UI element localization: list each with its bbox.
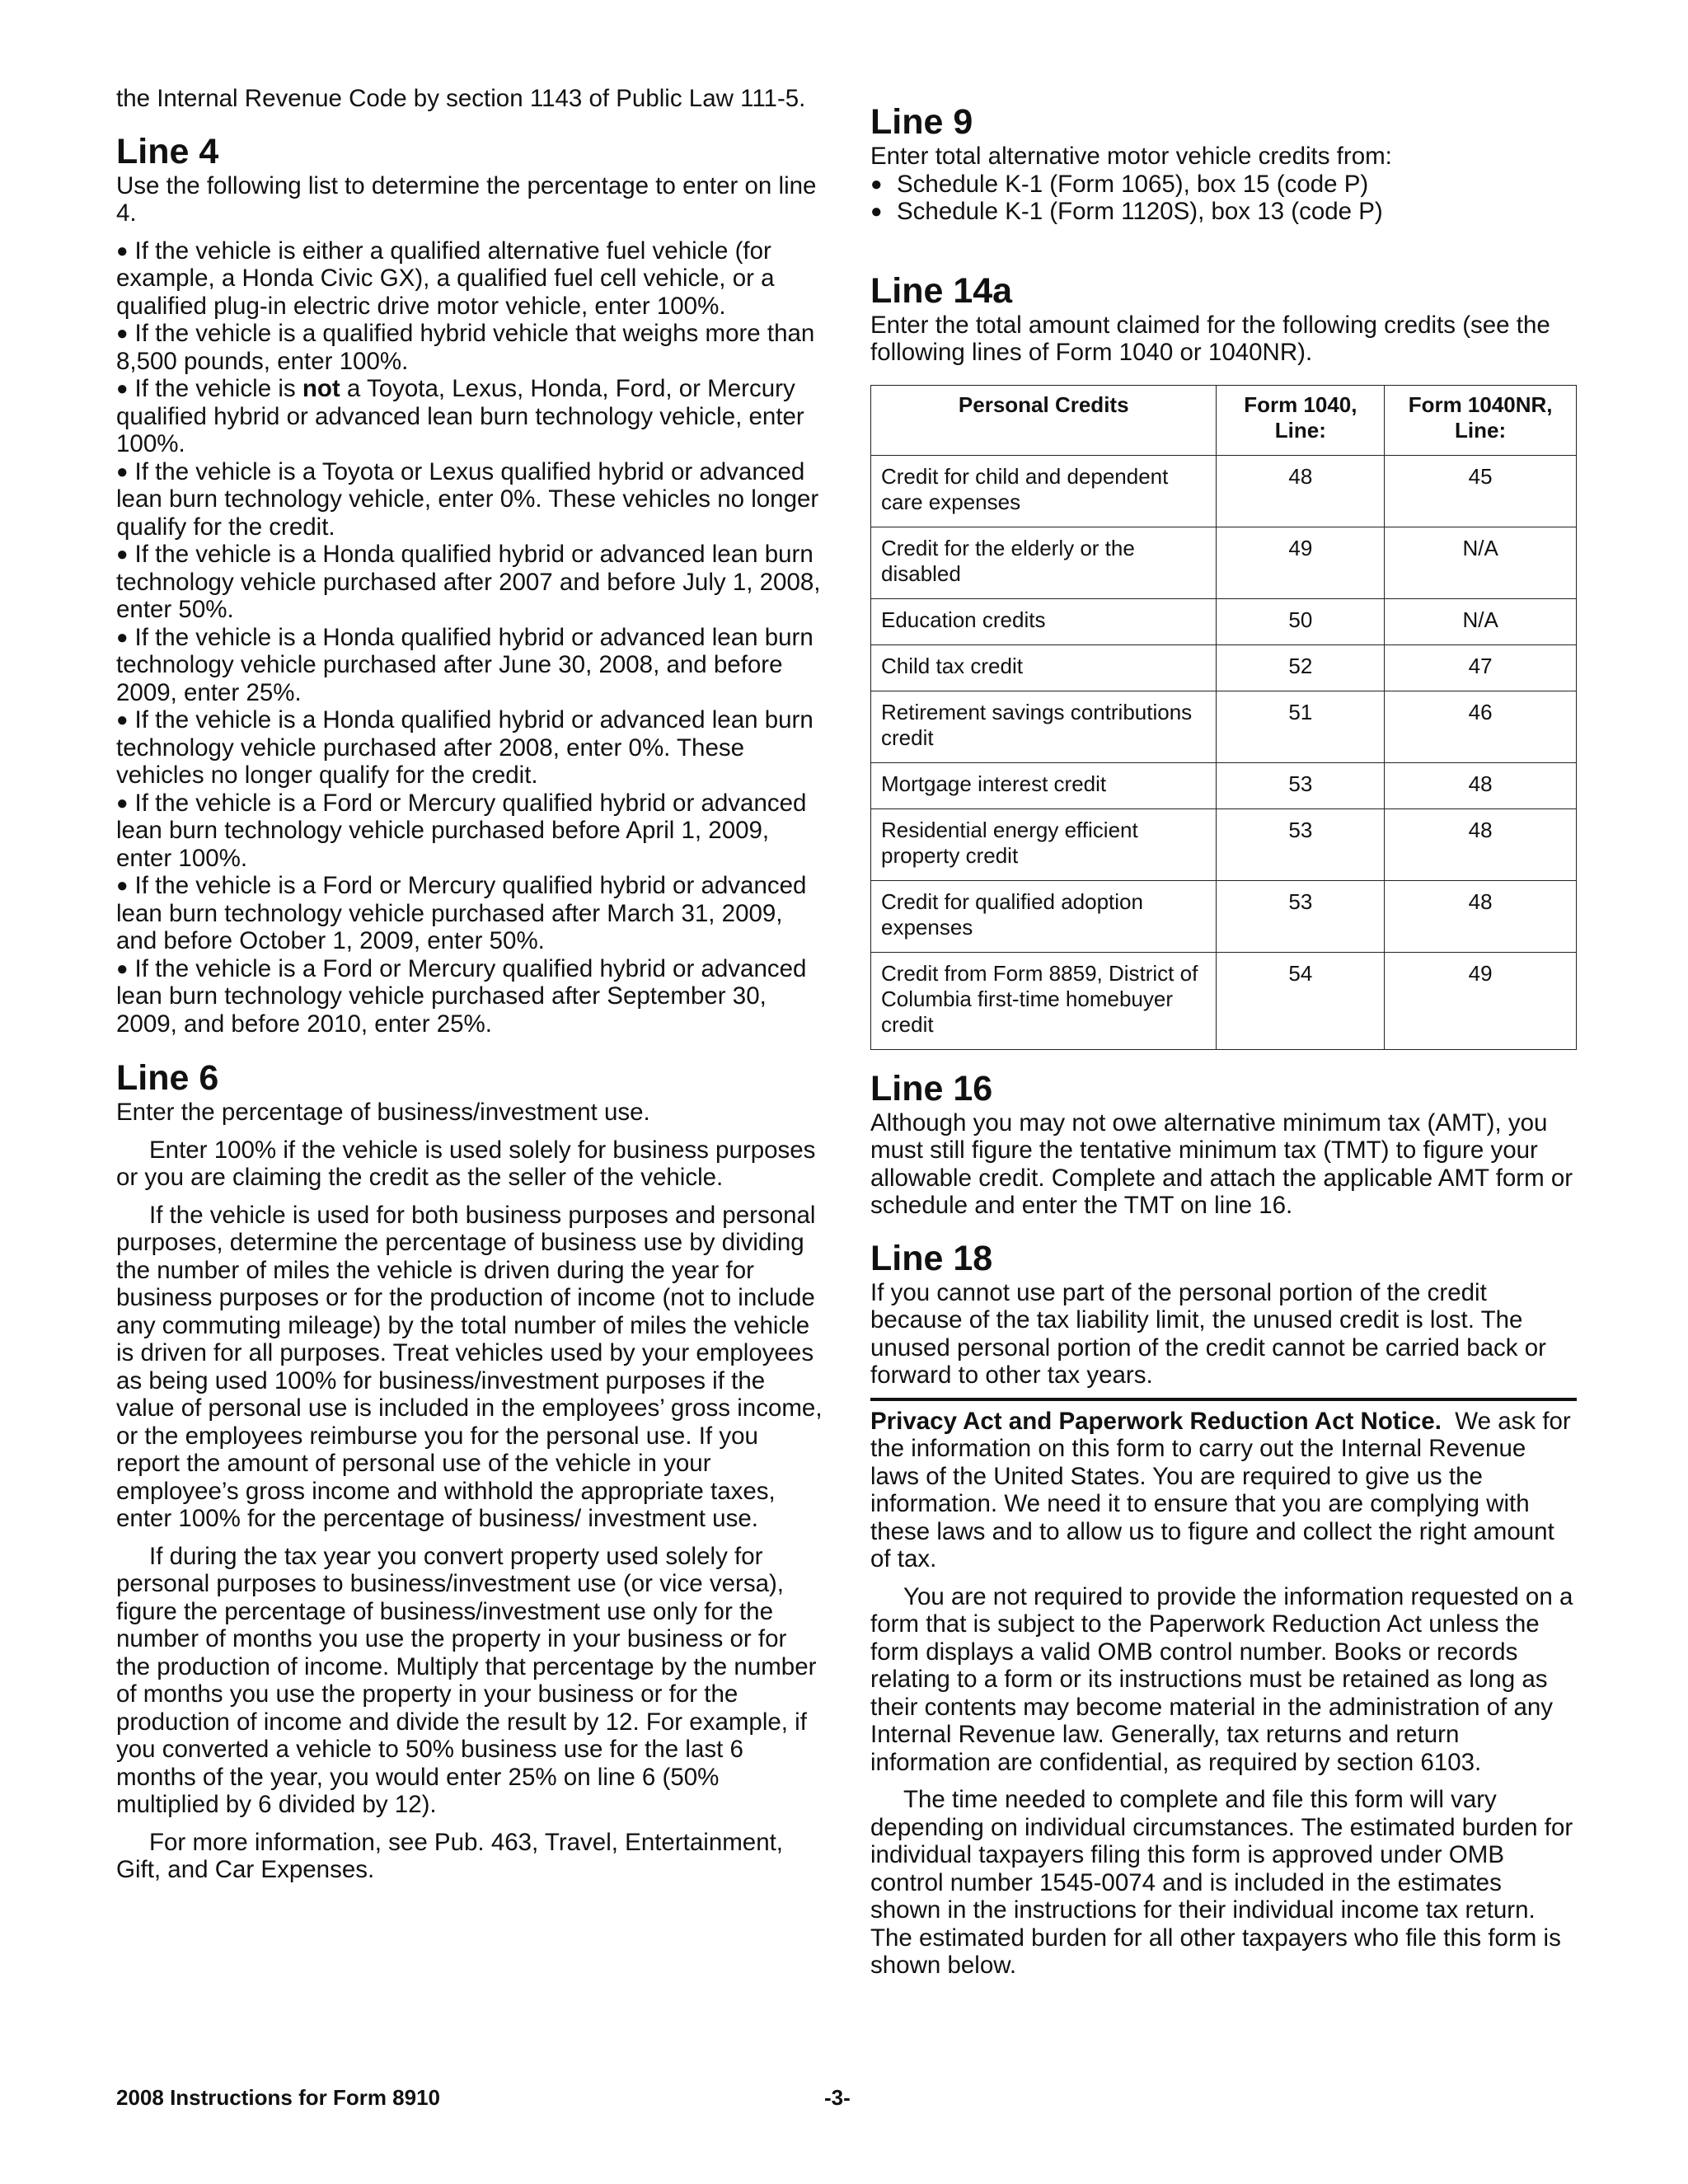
table-row [871,644,1577,691]
table-row [871,808,1577,880]
line9-heading: Line 9 [870,102,973,142]
bullet-icon: ● [116,874,129,897]
credit-name-cell: Retirement savings contributions credit [871,691,1217,762]
line18-text: If you cannot use part of the personal portion of the credit because of the tax liability limit, the unused credit is lost. The unused personal portion of the credit cannot be carried back or forward to other tax years. [870,1278,1546,1389]
bullet-icon: ● [116,957,129,980]
section-divider [870,1398,1577,1401]
line4-intro: Use the following list to determine the percentage to enter on line 4. [116,171,817,227]
list-item: ● Schedule K-1 (Form 1065), box 15 (code P) [870,170,1369,198]
form1040-line-cell: 48 [1217,455,1385,527]
form1040nr-line-cell: 45 [1385,455,1577,527]
line9-list [870,171,1577,226]
credit-name-cell: Credit for qualified adoption expenses [871,880,1217,952]
personal-credits-table [870,385,1577,1050]
list-item: ● If the vehicle is a Ford or Mercury qualified hybrid or advanced lean burn technology vehicle purchased after March 31, 2009, and before October 1, 2009, enter 50%. [116,872,807,954]
right-column [870,101,1577,1980]
left-column [116,85,823,1884]
table-header-row [871,385,1577,455]
line14a-heading: Line 14a [870,270,1013,311]
form1040-line-cell: 53 [1217,880,1385,952]
line4-list [116,237,823,1038]
form1040nr-line-cell: 46 [1385,691,1577,762]
form1040nr-line-cell: 47 [1385,644,1577,691]
bullet-icon: ● [116,377,129,400]
form1040nr-line-cell: N/A [1385,527,1577,598]
form1040-line-cell: 52 [1217,644,1385,691]
credit-name-cell: Credit from Form 8859, District of Columbia first-time homebuyer credit [871,952,1217,1049]
line18-heading: Line 18 [870,1238,993,1278]
credit-name-cell: Credit for the elderly or the disabled [871,527,1217,598]
bullet-icon: ● [116,791,129,814]
line4-heading: Line 4 [116,131,219,171]
credit-name-cell: Education credits [871,598,1217,644]
table-row [871,527,1577,598]
table-row [871,952,1577,1049]
list-item: ● If the vehicle is a Toyota or Lexus qualified hybrid or advanced lean burn technology vehicle, enter 0%. These vehicles no longer qualify for the credit. [116,457,819,541]
bullet-icon: ● [870,172,883,195]
list-item: ● If the vehicle is a Ford or Mercury qualified hybrid or advanced lean burn technology vehicle purchased before April 1, 2009, enter 100%. [116,789,807,872]
form1040nr-line-cell: 48 [1385,762,1577,808]
list-item: ● If the vehicle is a Honda qualified hybrid or advanced lean burn technology vehicle purchased after 2007 and before July 1, 2008, enter 50%. [116,541,821,623]
column-header: Form 1040NR, Line: [1385,385,1577,455]
table-row [871,691,1577,762]
line6-paragraph: For more information, see Pub. 463, Travel, Entertainment, Gift, and Car Expenses. [116,1828,784,1883]
line6-heading: Line 6 [116,1058,219,1098]
list-item: ● If the vehicle is either a qualified alternative fuel vehicle (for example, a Honda Civic GX), a qualified fuel cell vehicle, or a qualified plug-in electric drive motor vehicle, enter 100%. [116,237,775,320]
privacy-notice: Privacy Act and Paperwork Reduction Act Notice. We ask for the information on this form to carry out the Internal Revenue laws of the United States. You are required to give us the information. We need it to ensure that you are complying with these laws and to allow us to figure and collect the right amount of tax. [870,1407,1571,1572]
list-item: ● If the vehicle is not a Toyota, Lexus, Honda, Ford, or Mercury qualified hybrid or advanced lean burn technology vehicle, enter 100%. [116,375,804,457]
privacy-paragraph: You are not required to provide the information requested on a form that is subject to the Paperwork Reduction Act unless the form displays a valid OMB control number. Books or records relating to a form or its instructions must be retained as long as their contents may become material in the administration of any Internal Revenue law. Generally, tax returns and return information are confidential, as required by section 6103. [870,1582,1573,1776]
credit-name-cell: Child tax credit [871,644,1217,691]
form1040nr-line-cell: 48 [1385,808,1577,880]
table-row [871,880,1577,952]
line6-paragraph: Enter the percentage of business/investment use. [116,1099,650,1126]
table-row [871,762,1577,808]
list-item: ● If the vehicle is a Honda qualified hybrid or advanced lean burn technology vehicle purchased after 2008, enter 0%. These vehicles no longer qualify for the credit. [116,706,814,789]
table-body [871,455,1577,1049]
privacy-paragraph: The time needed to complete and file this form will vary depending on individual circumstances. The estimated burden for individual taxpayers filing this form is approved under OMB control number 1545-0074 and is included in the estimates shown in the instructions for their individual income tax return. The estimated burden for all other taxpayers who file this form is shown below. [870,1786,1573,1979]
list-item: ● If the vehicle is a Honda qualified hybrid or advanced lean burn technology vehicle purchased after June 30, 2008, and before 2009, enter 25%. [116,623,814,706]
list-item: ● If the vehicle is a Ford or Mercury qualified hybrid or advanced lean burn technology vehicle purchased after September 30, 2009, and before 2010, enter 25%. [116,954,807,1038]
line6-paragraph: If the vehicle is used for both business purposes and personal purposes, determine the percentage of business use by dividing the number of miles the vehicle is driven during the year for business purposes or for the production of income (not to include any commuting mileage) by the total number of miles the vehicle is driven for all purposes. Treat vehicles used by your employees as being used 100% for business/investment purposes if the value of personal use is included in the employees’ gross income, or the employees reimburse you for the personal use. If you report the amount of personal use of the vehicle in your employee’s gross income and withhold the appropriate taxes, enter 100% for the percentage of business/ investment use. [116,1201,823,1532]
bullet-icon: ● [116,709,129,731]
form1040-line-cell: 50 [1217,598,1385,644]
form1040-line-cell: 51 [1217,691,1385,762]
credit-name-cell: Mortgage interest credit [871,762,1217,808]
line16-text: Although you may not owe alternative minimum tax (AMT), you must still figure the tentative minimum tax (TMT) to figure your allowable credit. Complete and attach the applicable AMT form or schedule and enter the TMT on line 16. [870,1108,1573,1219]
form1040nr-line-cell: 48 [1385,880,1577,952]
list-item: ● Schedule K-1 (Form 1120S), box 13 (code P) [870,198,1383,225]
form1040-line-cell: 53 [1217,808,1385,880]
form1040nr-line-cell: 49 [1385,952,1577,1049]
form1040-line-cell: 49 [1217,527,1385,598]
column-header: Personal Credits [871,385,1217,455]
form1040nr-line-cell: N/A [1385,598,1577,644]
bullet-icon: ● [116,543,129,565]
bullet-icon: ● [116,626,129,649]
list-item: ● If the vehicle is a qualified hybrid vehicle that weighs more than 8,500 pounds, enter 100%. [116,320,815,375]
bullet-icon: ● [116,460,129,483]
form1040-line-cell: 53 [1217,762,1385,808]
continued-text: the Internal Revenue Code by section 1143 of Public Law 111-5. [116,85,806,112]
table-row [871,455,1577,527]
page-number: -3- [824,2085,851,2110]
form1040-line-cell: 54 [1217,952,1385,1049]
line6-paragraph: If during the tax year you convert property used solely for personal purposes to business/investment use (or vice versa), figure the percentage of business/investment use only for the number of months you use the property in your business or for the production of income. Multiply that percentage by the number of months you use the property in your business or for the production of income and divide the result by 12. For example, if you converted a vehicle to 50% business use for the last 6 months of the year, you would enter 25% on line 6 (50% multiplied by 6 divided by 12). [116,1542,817,1818]
credit-name-cell: Credit for child and dependent care expenses [871,455,1217,527]
footer-title: 2008 Instructions for Form 8910 [116,2085,441,2110]
bullet-icon: ● [870,200,883,223]
line6-paragraph: Enter 100% if the vehicle is used solely for business purposes or you are claiming the credit as the seller of the vehicle. [116,1136,816,1191]
table-row [871,598,1577,644]
column-header: Form 1040, Line: [1217,385,1385,455]
privacy-title: Privacy Act and Paperwork Reduction Act Notice. [870,1407,1442,1435]
line9-intro: Enter total alternative motor vehicle credits from: [870,143,1392,170]
credit-name-cell: Residential energy efficient property credit [871,808,1217,880]
bullet-icon: ● [116,322,129,344]
line14a-intro: Enter the total amount claimed for the following credits (see the following lines of Form 1040 or 1040NR). [870,311,1550,366]
line16-heading: Line 16 [870,1068,993,1108]
bullet-icon: ● [116,239,129,262]
